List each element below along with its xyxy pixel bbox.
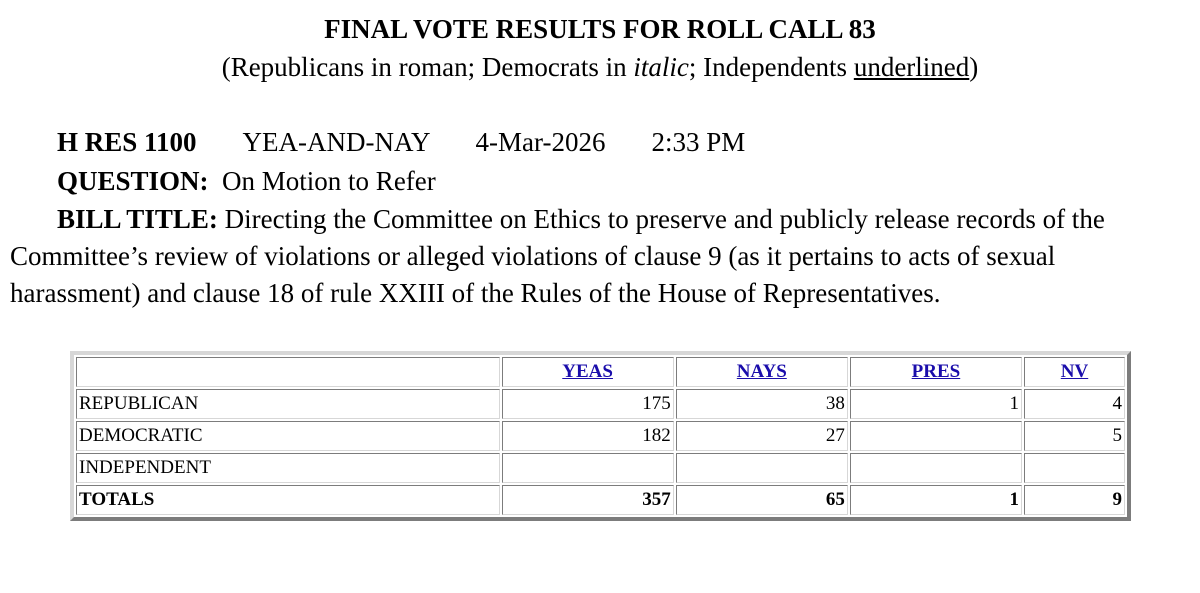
header-blank-cell bbox=[76, 357, 500, 387]
vote-time: 2:33 PM bbox=[651, 127, 746, 157]
nv-link[interactable]: NV bbox=[1060, 361, 1089, 382]
nv-cell: 5 bbox=[1024, 421, 1125, 451]
subtitle-suffix: ) bbox=[969, 52, 979, 82]
table-row-totals bbox=[76, 485, 1125, 515]
column-header-pres bbox=[850, 357, 1022, 387]
nays-cell bbox=[676, 453, 848, 483]
pres-link[interactable]: PRES bbox=[911, 361, 961, 382]
page-title: FINAL VOTE RESULTS FOR ROLL CALL 83 bbox=[324, 14, 876, 44]
question-label: QUESTION: bbox=[57, 166, 209, 196]
table-header-row bbox=[76, 357, 1125, 387]
total-yeas-cell: 357 bbox=[502, 485, 674, 515]
pres-cell bbox=[850, 421, 1022, 451]
vote-type: YEA-AND-NAY bbox=[242, 127, 431, 157]
subtitle-middle: ; Independents bbox=[688, 52, 854, 82]
bill-title-label: BILL TITLE: bbox=[57, 204, 218, 234]
party-name-cell: REPUBLICAN bbox=[76, 389, 500, 419]
page-subtitle bbox=[0, 51, 1200, 83]
total-nays-cell: 65 bbox=[676, 485, 848, 515]
bill-title-text: Directing the Committee on Ethics to preserve and publicly release records of the Committee’s review of violations or alleged violations of clause 9 (as it pertains to acts of sexual harassment) and clause 18 of rule XXIII of the Rules of the House of Representatives. bbox=[10, 204, 1105, 308]
pres-cell: 1 bbox=[850, 389, 1022, 419]
subtitle-prefix: (Republicans in roman; Democrats in bbox=[221, 52, 634, 82]
total-pres-cell: 1 bbox=[850, 485, 1022, 515]
measure-number: H RES 1100 bbox=[57, 127, 197, 157]
yeas-cell: 175 bbox=[502, 389, 674, 419]
vote-date: 4-Mar-2026 bbox=[475, 127, 606, 157]
table-row-republican bbox=[76, 389, 1125, 419]
vote-results-table bbox=[70, 351, 1131, 521]
totals-label-cell: TOTALS bbox=[76, 485, 500, 515]
total-nv-cell: 9 bbox=[1024, 485, 1125, 515]
pres-cell bbox=[850, 453, 1022, 483]
yeas-cell: 182 bbox=[502, 421, 674, 451]
table-row-independent bbox=[76, 453, 1125, 483]
party-name-cell: INDEPENDENT bbox=[76, 453, 500, 483]
nays-cell: 27 bbox=[676, 421, 848, 451]
question-line bbox=[57, 165, 436, 197]
nays-cell: 38 bbox=[676, 389, 848, 419]
nv-cell bbox=[1024, 453, 1125, 483]
column-header-nv bbox=[1024, 357, 1125, 387]
vote-meta-line bbox=[57, 126, 745, 158]
column-header-nays bbox=[676, 357, 848, 387]
table-row-democratic bbox=[76, 421, 1125, 451]
bill-title-block bbox=[10, 201, 1190, 312]
yeas-link[interactable]: YEAS bbox=[562, 361, 613, 382]
subtitle-italic-word: italic bbox=[633, 52, 689, 82]
question-text: On Motion to Refer bbox=[222, 166, 436, 196]
party-name-cell: DEMOCRATIC bbox=[76, 421, 500, 451]
nv-cell: 4 bbox=[1024, 389, 1125, 419]
yeas-cell bbox=[502, 453, 674, 483]
column-header-yeas bbox=[502, 357, 674, 387]
nays-link[interactable]: NAYS bbox=[736, 361, 787, 382]
subtitle-underlined-word: underlined bbox=[853, 52, 970, 82]
